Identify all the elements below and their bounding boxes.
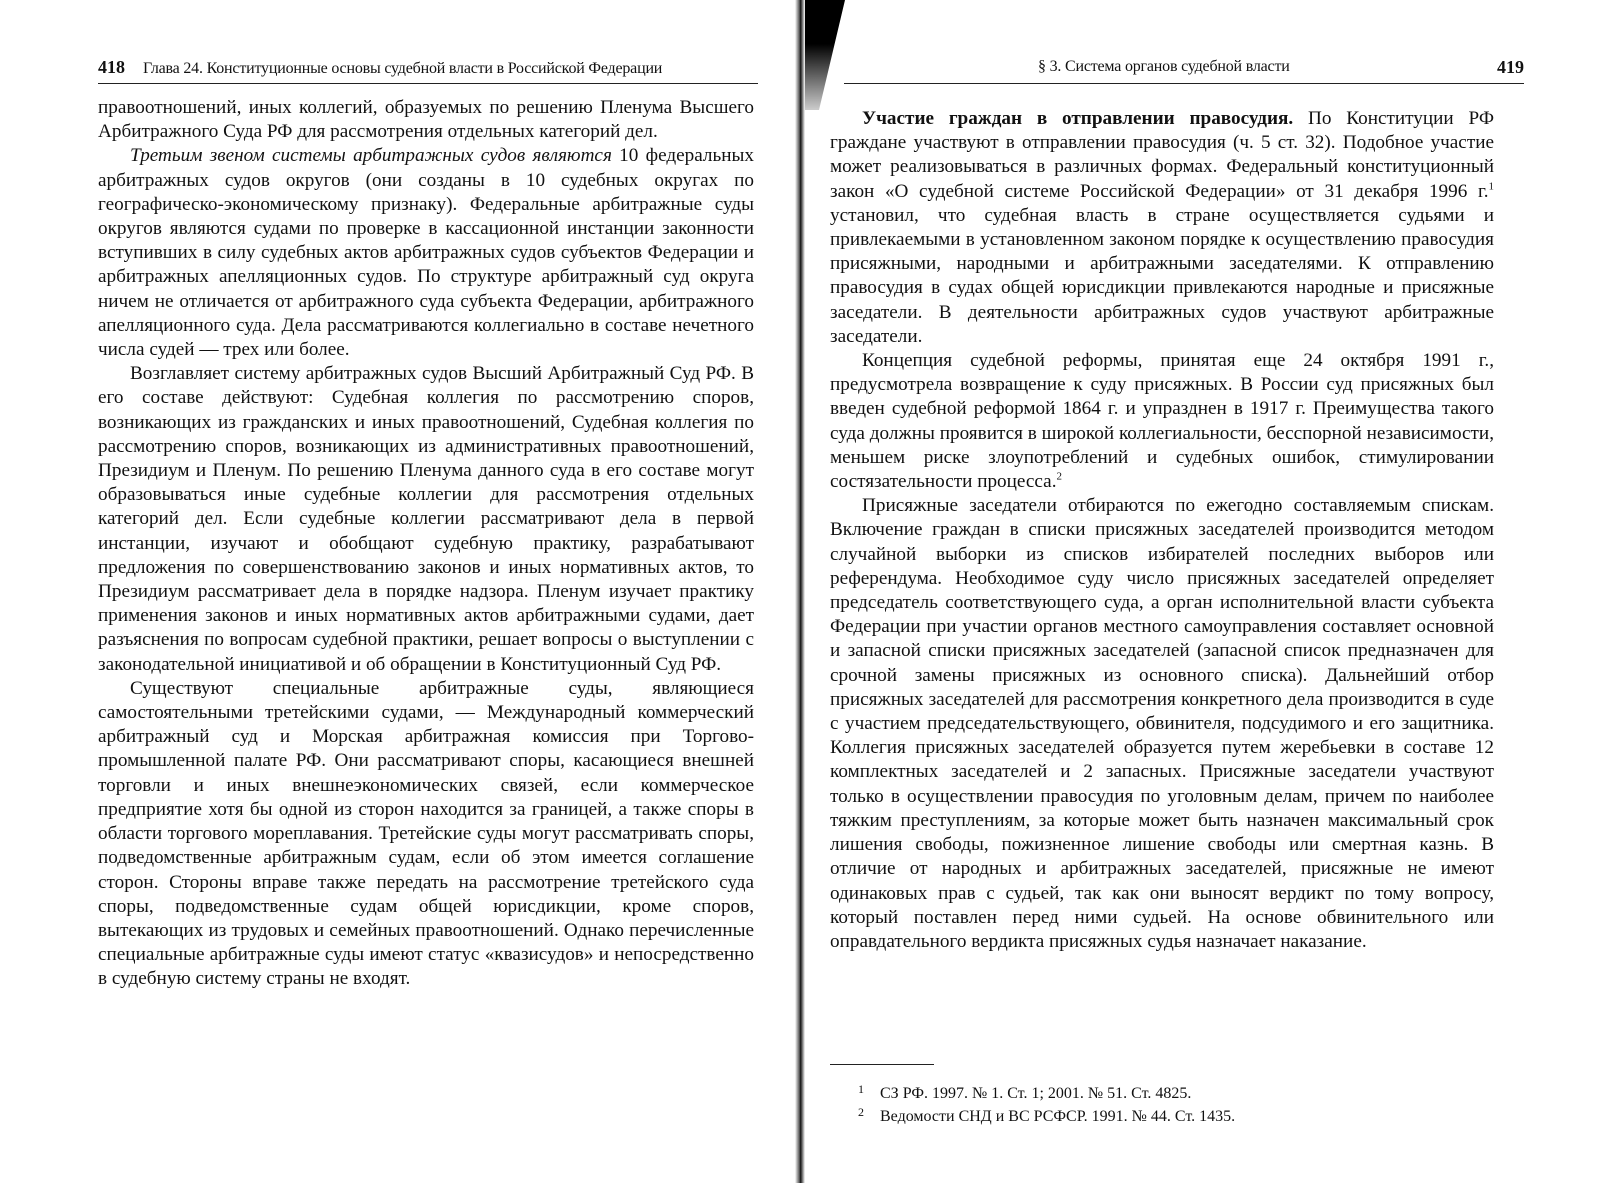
right-body-text: [830, 107, 1494, 954]
chapter-title: Глава 24. Конституционные основы судебной власти в Российской Федерации: [143, 60, 663, 77]
footnotes: [858, 1082, 1478, 1128]
paragraph: Участие граждан в отправлении правосудия. По Конституции РФ граждане участвуют в отправлении правосудия (ч. 5 ст. 32). Подобное участие может реализовываться в различных формах. Федеральный конституционный закон «О судебной системе Российской Федерации» от 31 декабря 1996 г.$^1$ установил, что судебная власть в стране осуществляется судьями и привлекаемыми в установленном законом порядке к осуществлению правосудия присяжными, народными и арбитражными заседателями. К отправлению правосудия в судах общей юрисдикции привлекаются народные и присяжные заседатели. В деятельности арбитражных судов участвуют арбитражные заседатели.: [830, 108, 1494, 347]
paragraph: Концепция судебной реформы, принятая еще 24 октября 1991 г., предусмотрела возвращение к суду присяжных. В России суд присяжных был введен судебной реформой 1864 г. и упразднен в 1917 г. Преимущества такого суда должны проявится в широкой коллегиальности, бесспорной независимости, меньшем риске злоупотреблений и судебных ошибок, стимулировании состязательности процесса.$^2$: [830, 350, 1494, 493]
paragraph: Существуют специальные арбитражные суды, являющиеся самостоятельными третейскими судами, — Международный коммерческий арбитражный суд и Морская арбитражная комиссия при Торгово-промышленной палате РФ. Они рассматривают споры, касающиеся внешней торговли и иных внешнеэкономических связей, если коммерческое предприятие хотя бы одной из сторон находится за границей, а также споры в области торгового мореплавания. Третейские суды могут рассматривать споры, подведомственные арбитражным судам, если об этом имеется соглашение сторон. Стороны вправе также передать на рассмотрение третейского суда споры, подведомственные судам общей юрисдикции, кроме споров, вытекающих из трудовых и семейных правоотношений. Однако перечисленные специальные арбитражные суды имеют статус «квазисудов» и непосредственно в судебную систему страны не входят.: [98, 677, 754, 990]
running-head-right: [844, 54, 1524, 80]
footnote-rule: [830, 1064, 934, 1065]
footnote-ref: 1: [1488, 180, 1494, 193]
page-number-left: 418: [98, 57, 125, 77]
running-head-left: [98, 54, 758, 80]
left-body-text: [98, 96, 754, 992]
paragraph: правоотношений, иных коллегий, образуемых по решению Пленума Высшего Арбитражного Суда РФ для рассмотрения отдельных категорий дел.: [98, 97, 754, 143]
footnote: 2 Ведомости СНД и ВС РСФСР. 1991. № 44. Ст. 1435.: [858, 1105, 1236, 1125]
paragraph: Третьим звеном системы арбитражных судов являются 10 федеральных арбитражных судов округов (они созданы в 10 судебных округах по географическо-экономическому признаку). Федеральные арбитражные суды округов являются судами по проверке в кассационной инстанции законности вступивших в силу судебных актов арбитражных судов субъектов Федерации и арбитражных апелляционных судов. По структуре арбитражный суд округа ничем не отличается от арбитражного суда субъекта Федерации, арбитражного апелляционного суда. Дела рассматриваются коллегиально в составе нечетного числа судей — трех или более.: [98, 145, 754, 361]
paragraph: Возглавляет систему арбитражных судов Высший Арбитражный Суд РФ. В его составе действуют: Судебная коллегия по рассмотрению споров, возникающих из гражданских и иных правоотношений, Судебная коллегия по рассмотрению споров, возникающих из административных правоотношений, Президиум и Пленум. По решению Пленума данного суда в его составе могут образовываться иные судебные коллегии для рассмотрения отдельных категорий дел. Если судебные коллегии рассматривают дела в первой инстанции, изучают и обобщают судебную практику, разрабатывают предложения по совершенствованию законов и иных нормативных актов, то Президиум рассматривает дела в порядке надзора. Пленум изучает практику применения законов и иных нормативных актов арбитражными судами, дает разъяснения по вопросам судебной практики, решает вопросы о выступлении с законодательной инициативой и об обращении в Конституционный Суд РФ.: [98, 363, 754, 675]
footnote-ref: 2: [1056, 470, 1062, 483]
header-rule-left: [98, 83, 758, 84]
section-heading: Участие граждан в отправлении правосудия.: [862, 108, 1294, 129]
section-title: § 3. Система органов судебной власти: [1038, 58, 1290, 75]
page-number-right: 419: [1497, 57, 1524, 77]
footnote: 1 СЗ РФ. 1997. № 1. Ст. 1; 2001. № 51. Ст. 4825.: [858, 1082, 1192, 1102]
right-page: [800, 0, 1600, 1183]
paragraph: Присяжные заседатели отбираются по ежегодно составляемым спискам. Включение граждан в списки присяжных заседателей производится методом случайной выборки из списков избирателей последних выборов или референдума. Необходимое суду число присяжных заседателей определяет председатель соответствующего суда, а орган исполнительной власти субъекта Федерации при участии органов местного самоуправления составляет основной и запасной списки присяжных заседателей (запасной список предназначен для срочной замены присяжных из основного списка). Дальнейший отбор присяжных заседателей для рассмотрения конкретного дела производится в суде с участием председательствующего, обвинителя, подсудимого и его защитника. Коллегия присяжных заседателей образуется путем жеребьевки в составе 12 комплектных заседателей и 2 запасных. Присяжные заседатели участвуют только в осуществлении правосудия по уголовным делам, причем по наиболее тяжким преступлениям, за которые может быть назначен максимальный срок лишения свободы, пожизненное лишение свободы или смертная казнь. В отличие от народных и арбитражных заседателей, присяжные не имеют одинаковых прав с судьей, так как они выносят вердикт по тому вопросу, который поставлен перед ними судьей. На основе обвинительного или оправдательного вердикта присяжных судья назначает наказание.: [830, 495, 1494, 952]
header-rule-right: [844, 83, 1524, 84]
